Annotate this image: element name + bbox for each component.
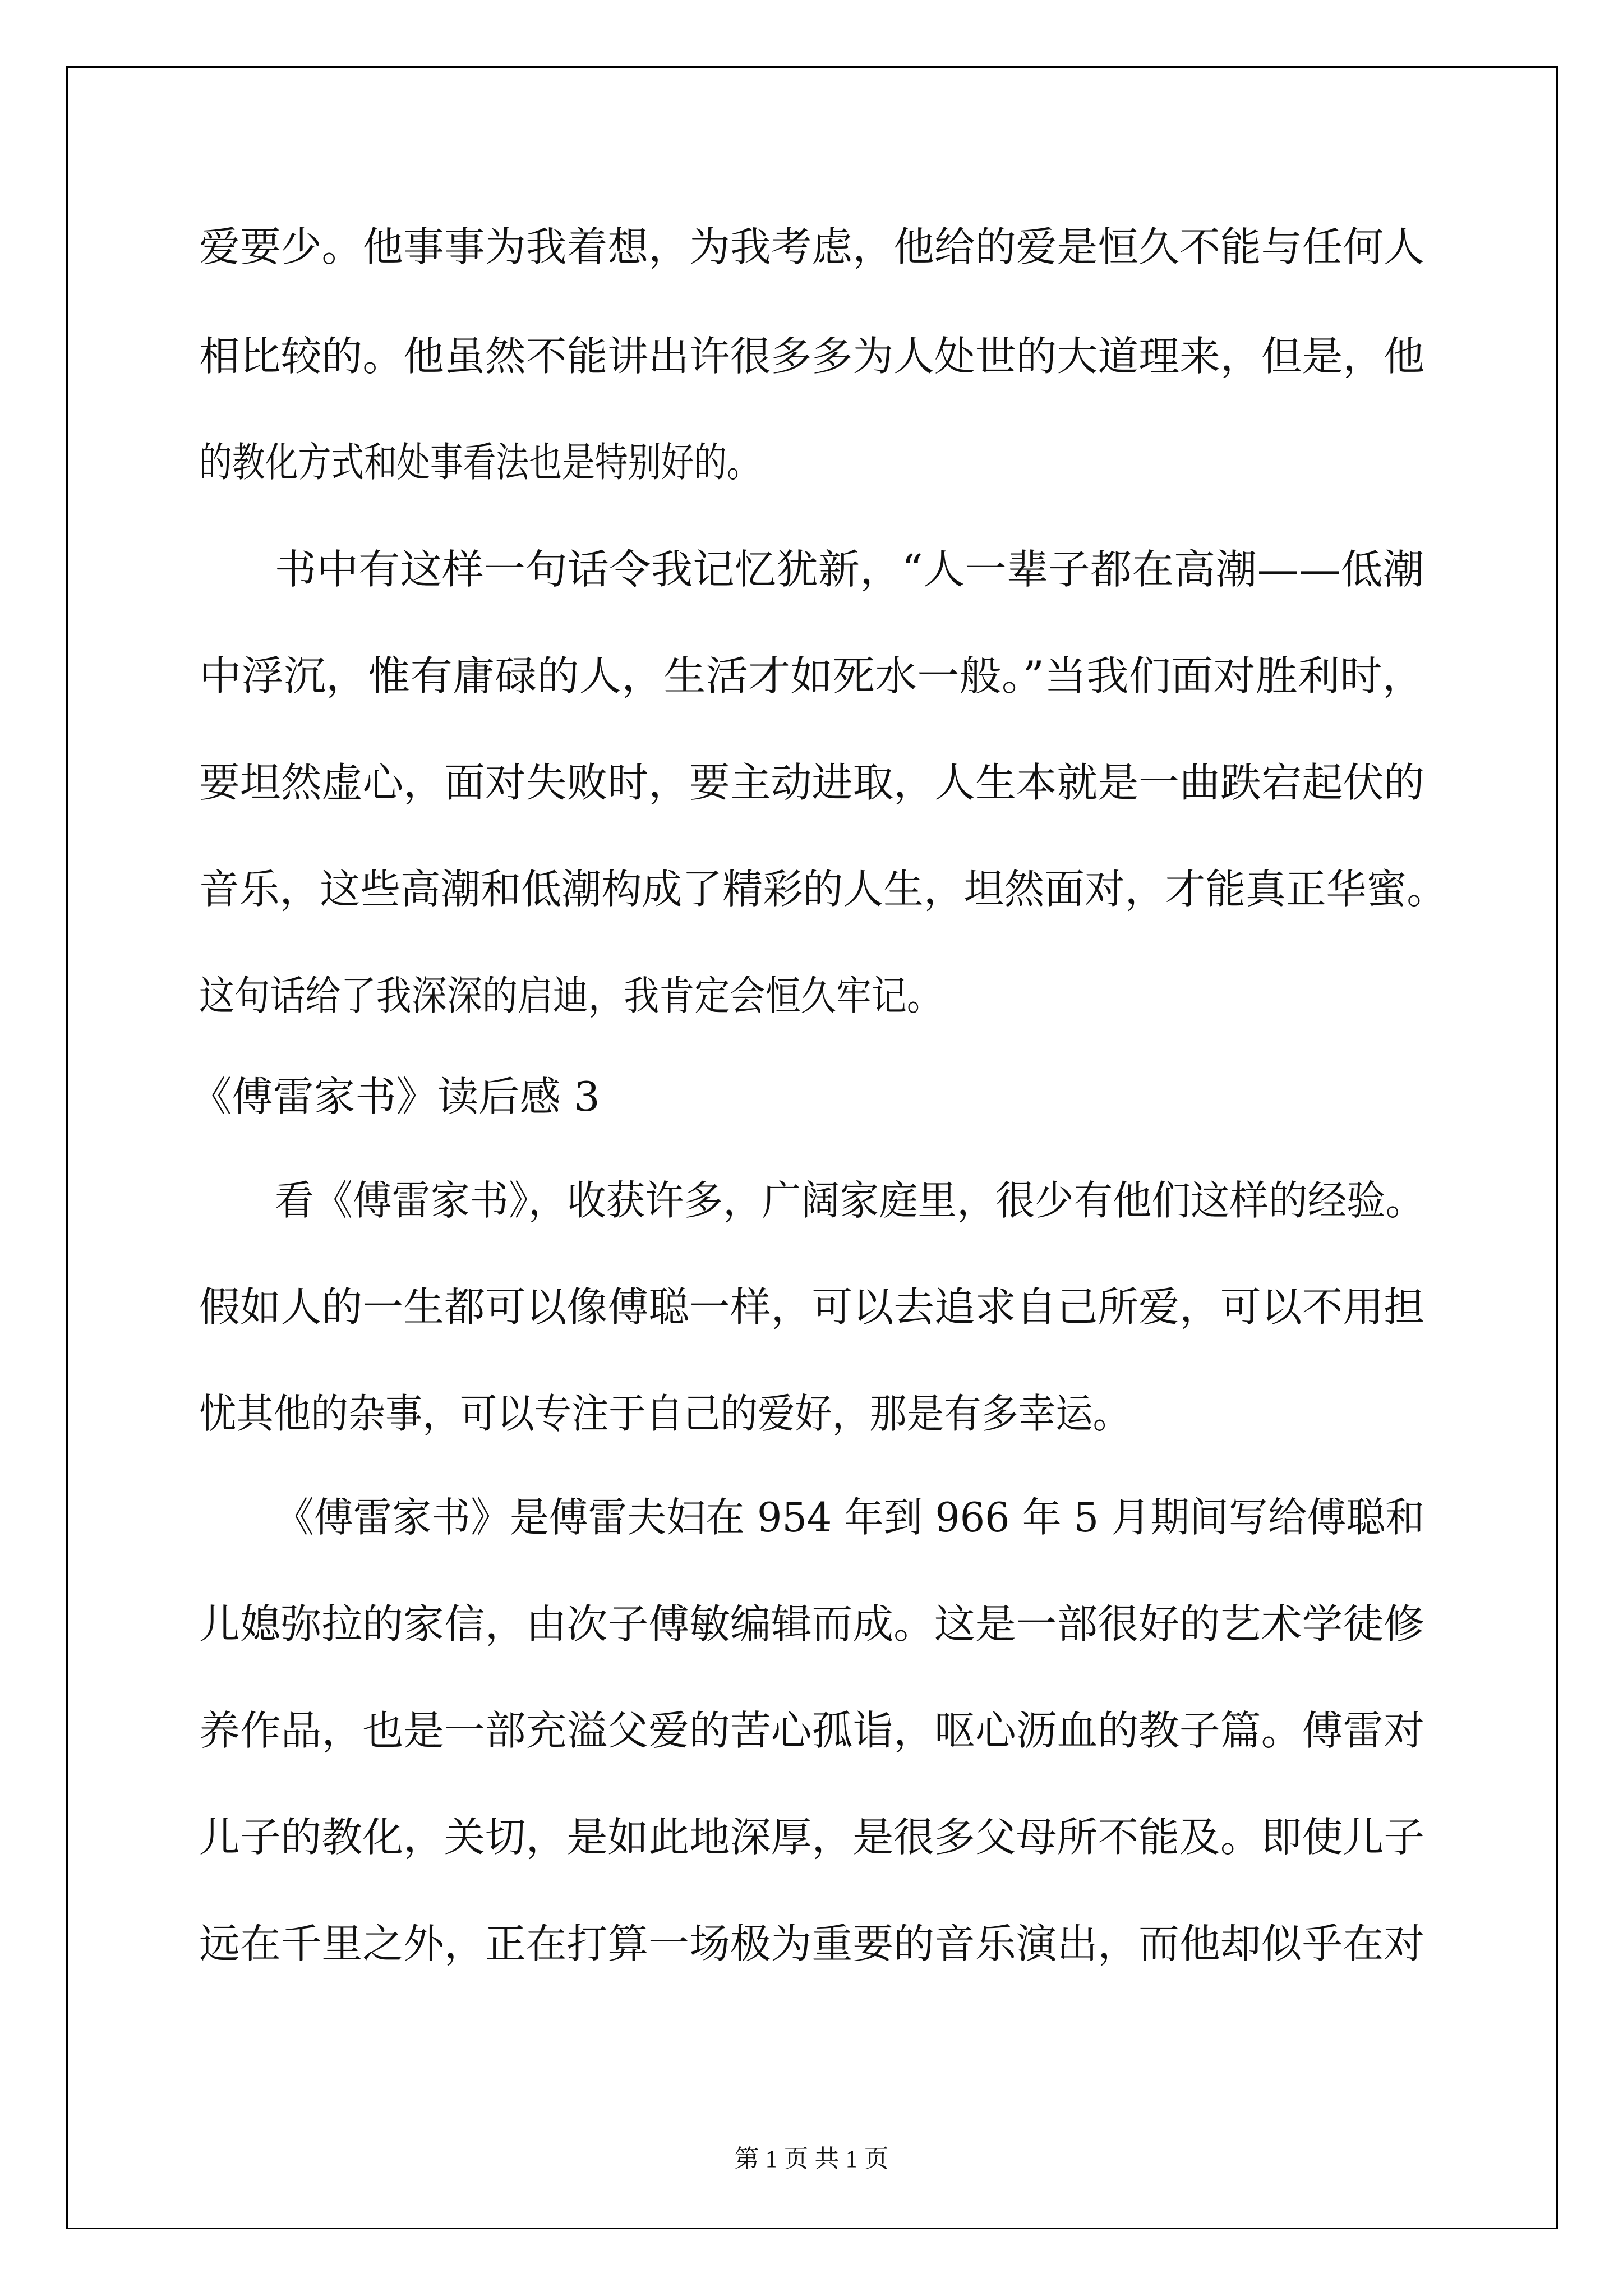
- text-line: 养作品，也是一部充溢父爱的苦心孤诣，呕心沥血的教子篇。傅雷对: [199, 1707, 1425, 1754]
- text-line: 忧其他的杂事，可以专注于自己的爱好，那是有多幸运。: [199, 1390, 1131, 1437]
- text-line: 假如人的一生都可以像傅聪一样，可以去追求自己所爱，可以不用担: [199, 1283, 1425, 1331]
- page-footer: 第 1 页 共 1 页: [734, 2145, 889, 2173]
- section-heading: 《傅雷家书》读后感 3: [191, 1073, 600, 1120]
- text-line: 书中有这样一句话令我记忆犹新，“人一辈子都在高潮——低潮: [275, 546, 1424, 593]
- text-line: 儿子的教化，关切，是如此地深厚，是很多父母所不能及。即使儿子: [199, 1814, 1425, 1861]
- page-border: [66, 66, 1558, 2229]
- text-line: 这句话给了我深深的启迪，我肯定会恒久牢记。: [199, 972, 943, 1019]
- text-line: 爱要少。他事事为我着想，为我考虑，他给的爱是恒久不能与任何人: [199, 223, 1425, 270]
- text-line: 儿媳弥拉的家信，由次子傅敏编辑而成。这是一部很好的艺术学徒修: [199, 1600, 1425, 1648]
- text-line: 《傅雷家书》是傅雷夫妇在 954 年到 966 年 5 月期间写给傅聪和: [275, 1494, 1424, 1541]
- text-line: 中浮沉，惟有庸碌的人，生活才如死水一般。”当我们面对胜利时，: [199, 652, 1424, 700]
- text-line: 要坦然虚心，面对失败时，要主动进取，人生本就是一曲跌宕起伏的: [199, 759, 1425, 806]
- text-line: 看《傅雷家书》，收获许多，广阔家庭里，很少有他们这样的经验。: [275, 1177, 1425, 1224]
- text-line: 相比较的。他虽然不能讲出许很多多为人处世的大道理来，但是，他: [199, 333, 1425, 380]
- text-line: 远在千里之外，正在打算一场极为重要的音乐演出，而他却似乎在对: [199, 1920, 1425, 1967]
- text-line: 的教化方式和处事看法也是特别好的。: [199, 439, 760, 486]
- text-line: 音乐，这些高潮和低潮构成了精彩的人生，坦然面对，才能真正华蜜。: [199, 866, 1447, 913]
